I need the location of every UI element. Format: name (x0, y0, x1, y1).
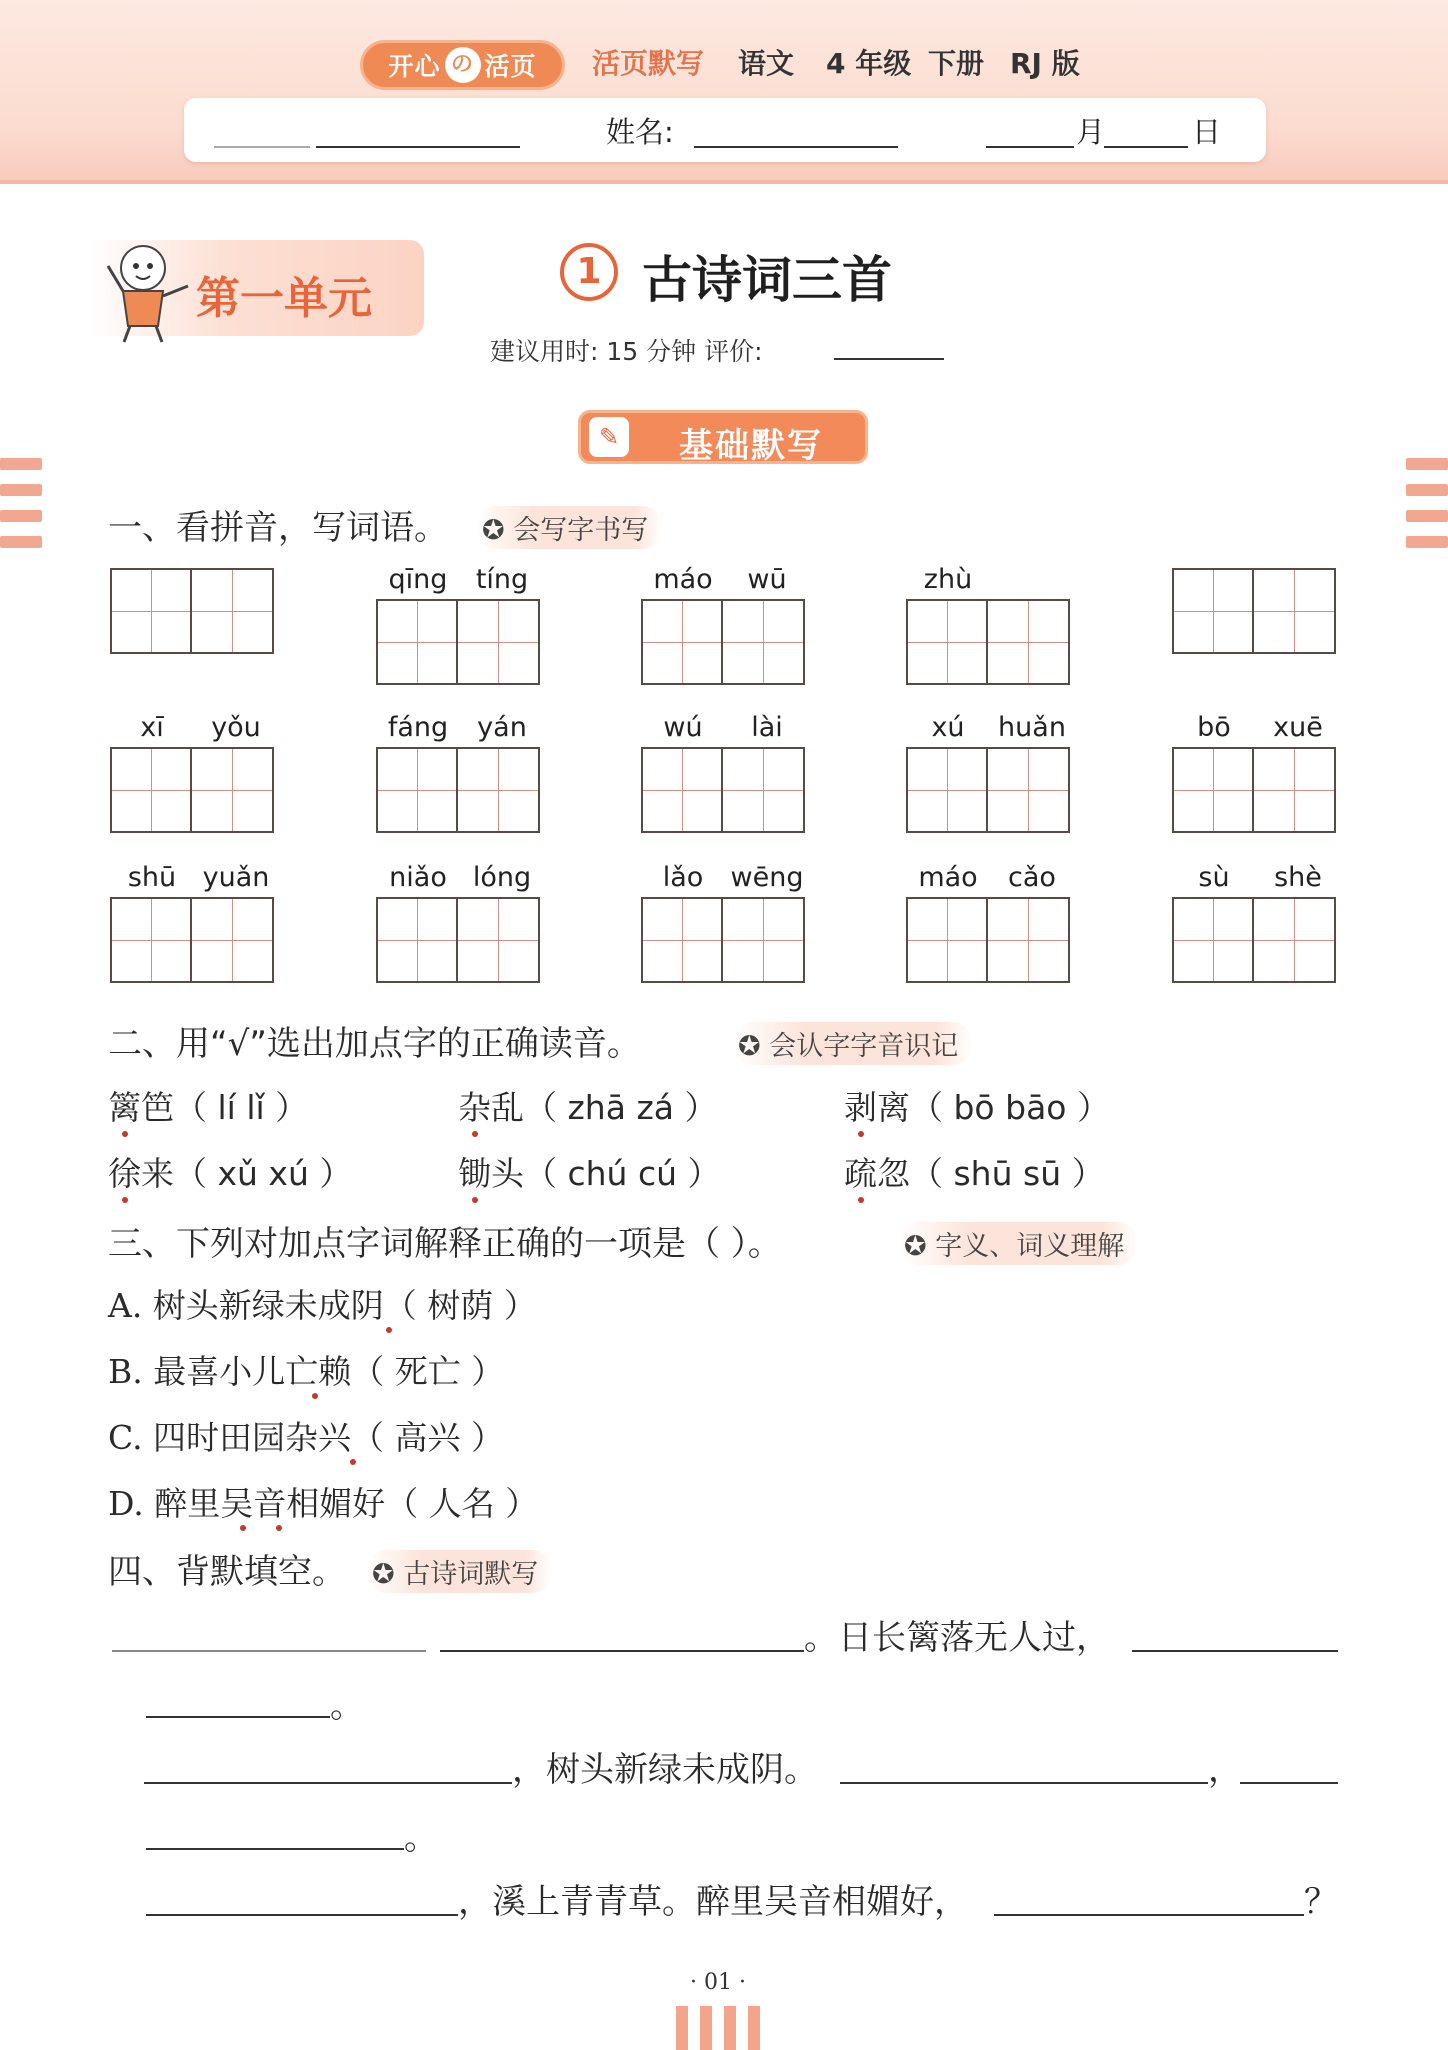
lesson-title: 古诗词三首 (642, 251, 892, 309)
q1-tag-label: 会写字书写 (513, 515, 649, 546)
reading-options[interactable]: （ bō bāo ） (910, 1088, 1110, 1127)
pinyin-word (641, 712, 809, 833)
section-banner (578, 410, 868, 464)
writing-cell[interactable] (906, 897, 988, 983)
pinyin-word (906, 862, 1074, 983)
reading-item (458, 1148, 721, 1195)
volume: 下册 (928, 47, 985, 80)
pinyin-word (376, 862, 544, 983)
reading-word: 锄头 (458, 1154, 524, 1193)
writing-cell[interactable] (192, 568, 274, 654)
writing-cell[interactable] (723, 897, 805, 983)
grade: 4 年级 (826, 47, 912, 80)
reading-word: 杂乱 (458, 1088, 524, 1127)
writing-cell[interactable] (376, 747, 458, 833)
writing-cell[interactable] (988, 897, 1070, 983)
pinyin-label: wū (747, 564, 787, 595)
writing-cell[interactable] (1172, 897, 1254, 983)
lesson-number-badge: 1 (560, 243, 618, 301)
pinyin-label: zhù (923, 564, 973, 595)
pinyin-label: shū (127, 862, 177, 893)
writing-cell[interactable] (110, 747, 192, 833)
pinyin-word (641, 862, 809, 983)
q4-tag-label: 古诗词默写 (403, 1559, 539, 1590)
writing-cell[interactable] (192, 747, 274, 833)
writing-cell[interactable] (1172, 568, 1254, 654)
recite-blank-1c[interactable] (1132, 1650, 1338, 1652)
edition: RJ 版 (1010, 47, 1080, 80)
page-number: · 01 · (690, 1970, 746, 1995)
recite-line-3-comma: ， (1208, 1750, 1242, 1790)
writing-cell[interactable] (458, 747, 540, 833)
right-stripes (1406, 458, 1448, 548)
q4-title: 四、背默填空。 (108, 1552, 346, 1592)
writing-cell[interactable] (1254, 897, 1336, 983)
recite-line-4-end: 。 (404, 1818, 438, 1858)
emphasis-dot (386, 1327, 392, 1333)
writing-cell[interactable] (906, 599, 988, 685)
recite-blank-3a[interactable] (144, 1782, 512, 1784)
writing-cell[interactable] (723, 599, 805, 685)
month-label: 月 (1076, 115, 1106, 149)
recite-blank-1b[interactable] (440, 1650, 804, 1652)
section-banner-label: 基础默写 (679, 426, 823, 466)
reading-options[interactable]: （ lí lǐ ） (174, 1088, 309, 1127)
recite-blank-5a[interactable] (146, 1914, 458, 1916)
pinyin-word (110, 564, 278, 654)
emphasis-dot (350, 1459, 356, 1465)
reading-options[interactable]: （ xǔ xú ） (174, 1154, 353, 1193)
recite-blank-5b[interactable] (994, 1914, 1304, 1916)
q3-option-c[interactable]: C. 四时田园杂兴（ 高兴 ） (108, 1418, 505, 1457)
reading-word: 徐来 (108, 1154, 174, 1193)
pinyin-label: cǎo (1008, 862, 1056, 893)
recite-line-2-end: 。 (330, 1686, 364, 1726)
reading-item (458, 1082, 717, 1129)
recite-line-5-text: ，溪上青青草。醉里吴音相媚好， (458, 1882, 968, 1922)
rating-field[interactable] (834, 358, 944, 360)
brand-logo (360, 40, 565, 90)
pinyin-word (376, 712, 544, 833)
pinyin-label: xuē (1273, 712, 1323, 743)
pinyin-word (906, 712, 1074, 833)
reading-item (108, 1082, 308, 1129)
pinyin-word (906, 564, 1074, 685)
q3-tag-label: 字义、词义理解 (935, 1231, 1125, 1262)
reading-options[interactable]: （ zhā zá ） (524, 1088, 718, 1127)
writing-cell[interactable] (906, 747, 988, 833)
writing-cell[interactable] (110, 897, 192, 983)
writing-cell[interactable] (641, 599, 723, 685)
writing-cell[interactable] (723, 747, 805, 833)
writing-cell[interactable] (988, 599, 1070, 685)
recite-blank-1a[interactable] (112, 1650, 426, 1652)
reading-item (108, 1148, 352, 1195)
q1-tag: ✪ 会写字书写 (476, 506, 662, 549)
pinyin-label: tíng (475, 564, 529, 595)
reading-options[interactable]: （ shū sū ） (910, 1154, 1105, 1193)
pinyin-word (1172, 564, 1340, 654)
reading-options[interactable]: （ chú cú ） (524, 1154, 721, 1193)
left-stripes (0, 458, 42, 548)
recite-blank-2[interactable] (146, 1716, 330, 1718)
pinyin-word (1172, 862, 1340, 983)
writing-cell[interactable] (458, 897, 540, 983)
pinyin-label: máo (653, 564, 713, 595)
pinyin-label (990, 564, 1074, 595)
writing-cell[interactable] (988, 747, 1070, 833)
brand-mid-icon: の (445, 47, 481, 83)
pinyin-label: sù (1198, 862, 1230, 893)
pinyin-label: shè (1274, 862, 1322, 893)
pinyin-label: bō (1197, 712, 1231, 743)
recite-blank-3c[interactable] (1240, 1782, 1338, 1784)
pinyin-word (641, 564, 809, 685)
pinyin-label: yuǎn (202, 862, 270, 893)
emphasis-dot (240, 1525, 246, 1531)
name-field[interactable] (694, 146, 898, 148)
q2-tag-label: 会认字字音识记 (769, 1031, 959, 1062)
pinyin-label: niǎo (389, 862, 447, 893)
recite-blank-4[interactable] (146, 1848, 404, 1850)
pinyin-word (110, 712, 278, 833)
emphasis-dot (312, 1393, 318, 1399)
header-divider (0, 180, 1448, 184)
class-field[interactable] (316, 146, 520, 148)
writing-cell[interactable] (110, 568, 192, 654)
q3-option-b[interactable]: B. 最喜小儿亡赖（ 死亡 ） (108, 1352, 505, 1391)
pinyin-label: xú (931, 712, 965, 743)
pinyin-label: yǒu (211, 712, 261, 743)
bottom-tab-bars (676, 2006, 760, 2050)
pinyin-label: lǎo (662, 862, 704, 893)
q2-tag: ✪ 会认字字音识记 (732, 1022, 972, 1065)
pinyin-label: yán (477, 712, 527, 743)
recite-line-1-text: 。日长篱落无人过， (804, 1618, 1110, 1658)
pinyin-label: máo (918, 862, 978, 893)
q1-title: 一、看拼音，写词语。 (108, 508, 448, 548)
writing-cell[interactable] (1172, 747, 1254, 833)
writing-cell[interactable] (458, 599, 540, 685)
pinyin-word (1172, 712, 1340, 833)
series-name: 活页默写 (592, 47, 705, 80)
pinyin-label: qīng (388, 564, 448, 595)
day-label: 日 (1192, 115, 1222, 149)
emphasis-dot (276, 1525, 282, 1531)
writing-cell[interactable] (641, 897, 723, 983)
writing-cell[interactable] (192, 897, 274, 983)
pinyin-label: lài (751, 712, 783, 743)
time-and-rating: 建议用时: 15 分钟 评价: (490, 337, 763, 366)
pencil-icon: ✎ (589, 417, 629, 457)
unit-title: 第一单元 (196, 273, 372, 324)
pinyin-label: lóng (472, 862, 532, 893)
pinyin-label: fáng (387, 712, 449, 743)
reading-word: 疏忽 (844, 1154, 910, 1193)
mascot-illustration (88, 236, 198, 346)
q3-tag: ✪ 字义、词义理解 (898, 1222, 1138, 1265)
writing-cell[interactable] (1254, 568, 1336, 654)
q3-option-a[interactable]: A. 树头新绿未成阴（ 树荫 ） (108, 1286, 537, 1325)
reading-word: 篱笆 (108, 1088, 174, 1127)
pinyin-word (376, 564, 544, 685)
q3-title: 三、下列对加点字词解释正确的一项是（ ）。 (108, 1224, 782, 1264)
pinyin-label: xī (140, 712, 164, 743)
pinyin-label: wēng (730, 862, 804, 893)
pinyin-label: wú (663, 712, 703, 743)
reading-item (844, 1148, 1105, 1195)
reading-word: 剥离 (844, 1088, 910, 1127)
name-label: 姓名: (606, 115, 674, 149)
pinyin-label: huǎn (998, 712, 1066, 743)
subject: 语文 (738, 47, 795, 80)
class-field-faded (214, 146, 310, 148)
recite-line-3-text: ，树头新绿未成阴。 (512, 1750, 818, 1790)
q2-title: 二、用“√”选出加点字的正确读音。 (108, 1024, 641, 1064)
month-field[interactable] (986, 146, 1074, 148)
writing-cell[interactable] (376, 897, 458, 983)
recite-blank-3b[interactable] (840, 1782, 1208, 1784)
recite-line-5-end: ？ (1304, 1882, 1338, 1922)
writing-cell[interactable] (641, 747, 723, 833)
pinyin-word (110, 862, 278, 983)
writing-cell[interactable] (1254, 747, 1336, 833)
writing-cell[interactable] (376, 599, 458, 685)
reading-item (844, 1082, 1110, 1129)
q3-option-d[interactable]: D. 醉里吴音相媚好（ 人名 ） (108, 1484, 539, 1523)
day-field[interactable] (1104, 146, 1188, 148)
brand-text-right: 活页 (484, 52, 537, 81)
brand-text-left: 开心 (388, 52, 441, 81)
q4-tag: ✪ 古诗词默写 (366, 1550, 552, 1593)
